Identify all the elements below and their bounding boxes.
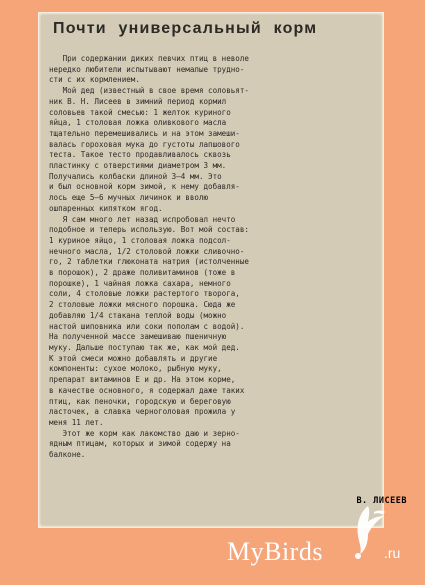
text-line: и был основной корм зимой, к нему добавля-	[49, 182, 240, 192]
text-line: нечного масла, 1/2 столовой ложки сливочно-	[49, 246, 245, 256]
text-line: ник В. Н. Лисеев в зимний период кормил	[49, 96, 227, 106]
text-line: Мой дед (известный в свое время соловьят-	[49, 86, 249, 96]
text-line: лось еще 5—6 мучных личинок и вволю	[49, 193, 209, 203]
text-line: Я сам много лет назад испробовал нечто	[49, 214, 236, 224]
text-line: теста. Такое тесто продавливалось сквозь	[49, 150, 231, 160]
text-line: соли, 4 столовые ложки растертого творога,	[49, 289, 240, 299]
text-line: 2 столовые ложки мясного порошка. Сюда же	[49, 300, 236, 310]
text-line: К этой смеси можно добавлять и другие	[49, 353, 218, 363]
text-line: в качестве основного, я содержал даже таких	[49, 385, 245, 395]
text-line: го, 2 таблетки глюконата натрия (истолченные	[49, 257, 249, 267]
text-line: добавляю 1/4 стакана теплой воды (можно	[49, 310, 227, 320]
article-paragraph	[49, 54, 374, 86]
text-line: в порошок), 2 драже поливитаминов (тоже в	[49, 268, 236, 278]
article-author: В. ЛИСЕЕВ	[356, 496, 407, 506]
text-line: Получались колбаски длиной 3—4 мм. Это	[49, 171, 222, 181]
text-line: ласточек, а славка черноголовая прожила у	[49, 407, 236, 417]
text-line: Этот же корм как лакомство даю и зерно-	[49, 428, 240, 438]
article-paragraph	[49, 429, 374, 461]
text-line: балконе.	[49, 450, 86, 460]
text-line: муку. Дальше поступаю так же, как мой дед.	[49, 342, 240, 352]
article	[49, 20, 374, 461]
text-line: порошке), 1 чайная ложка сахара, немного	[49, 278, 231, 288]
text-line: валась гороховая мука до густоты лапшового	[49, 139, 240, 149]
text-line: яйца, 1 столовая ложка оливкового масла	[49, 118, 227, 128]
text-line: препарат витаминов Е и др. На этом корме,	[49, 375, 236, 385]
text-line: ядным птицам, которых и зимой содержу на	[49, 439, 231, 449]
text-line: ошпаренных кипятком ягод.	[49, 203, 163, 213]
watermark-tld: .ru	[384, 545, 401, 561]
text-line: При содержании диких певчих птиц в неволе	[49, 54, 249, 63]
text-line: меня 11 лет.	[49, 417, 104, 427]
text-line: На полученной массе замешиваю пшеничную	[49, 332, 227, 342]
text-line: компоненты: сухое молоко, рыбную муку,	[49, 364, 222, 374]
text-line: птиц, как пеночки, городскую и береговую	[49, 396, 231, 406]
text-line: сти с их кормлением.	[49, 75, 140, 85]
text-line: 1 куриное яйцо, 1 столовая ложка подсол-	[49, 235, 231, 245]
text-line: настой шиповника или соки пополам с водой).	[49, 321, 245, 331]
text-line: тщательно перемешивались и на этом замеши-	[49, 128, 240, 138]
watermark	[222, 532, 412, 572]
article-paragraph	[49, 86, 374, 214]
text-line: пластинку с отверстиями диаметром 3 мм.	[49, 161, 227, 171]
bird-logo-icon	[338, 502, 390, 566]
article-body	[49, 54, 374, 461]
article-paragraph	[49, 215, 374, 429]
text-line: нередко любители испытывают немалые трудно-	[49, 64, 245, 74]
watermark-text: MyBirds	[227, 537, 323, 566]
text-line: соловьев такой смесью: 1 желток куриного	[49, 107, 231, 117]
article-title: Почти универсальный корм	[53, 20, 318, 37]
text-line: подобное и теперь использую. Вот мой состав:	[49, 225, 249, 235]
